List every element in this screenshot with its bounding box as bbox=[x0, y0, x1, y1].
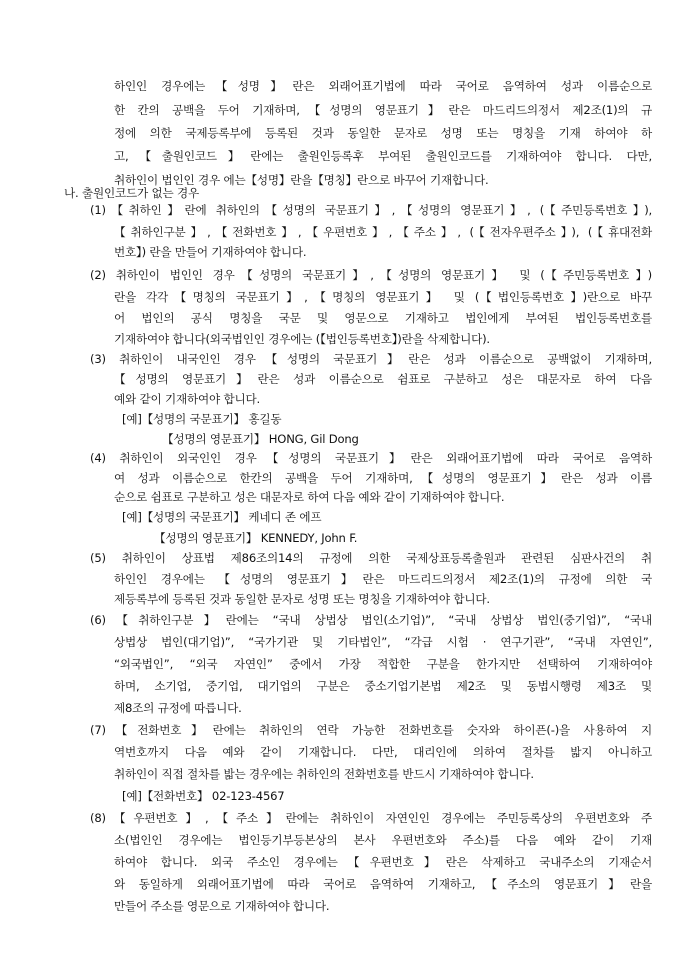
item-7-line-3: 취하인이 직접 절차를 밟는 경우에는 취하인의 전화번호를 반드시 기재하여야 합니다. bbox=[114, 767, 534, 781]
item-5-line-2: 하인인 경우에는 【성명의 영문표기】란은 마드리드의정서 제2조(1)의 규정에 의한 국 bbox=[114, 572, 652, 586]
item-4-line-3: 순으로 쉼표로 구분하고 성은 대문자로 하여 다음 예와 같이 기재하여야 합니다. bbox=[114, 490, 505, 504]
intro-line-3: 정에 의한 국제등록부에 등록된 것과 동일한 문자로 성명 또는 명칭을 기재 하여야 하 bbox=[114, 126, 652, 140]
item-7-line-1: (7)【전화번호】란에는 취하인의 연락 가능한 전화번호를 숫자와 하이픈(-)을 사용하여 지 bbox=[90, 723, 652, 737]
item-7-line-2: 역번호까지 다음 예와 같이 기재합니다. 다만, 대리인에 의하여 절차를 밟지 아니하고 bbox=[114, 745, 652, 759]
item-8-line-1: (8)【우편번호】,【주소】란에는 취하인이 자연인인 경우에는 주민등록상의 우편번호와 주 bbox=[90, 811, 652, 825]
example-4-english: 【성명의 영문표기】 KENNEDY, John F. bbox=[154, 531, 358, 545]
item-5-line-1: (5) 취하인이 상표법 제86조의14의 규정에 의한 국제상표등록출원과 관련된 심판사건의 취 bbox=[90, 551, 652, 565]
item-2-line-2: 란을 각각【명칭의 국문표기】,【명칭의 영문표기】 및 (【법인등록번호】)란으로 바꾸 bbox=[114, 290, 652, 304]
item-3-line-1: (3) 취하인이 내국인인 경우【성명의 국문표기】란은 성과 이름순으로 공백없이 기재하며, bbox=[90, 352, 652, 366]
example-3-korean: [예]【성명의 국문표기】 홍길동 bbox=[122, 412, 282, 426]
item-3-line-2: 【성명의 영문표기】란은 성과 이름순으로 쉼표로 구분하고 성은 대문자로 하여 다음 bbox=[114, 372, 652, 386]
item-1-line-2: 【취하인구분】,【전화번호】,【우편번호】,【주소】, (【전자우편주소】), (【휴대전화 bbox=[114, 225, 652, 239]
item-4-line-1: (4) 취하인이 외국인인 경우【성명의 국문표기】란은 외래어표기법에 따라 국어로 음역하 bbox=[90, 451, 652, 465]
item-2-line-3: 어 법인의 공식 명칭을 국문 및 영문으로 기재하고 법인에게 부여된 법인등록번호를 bbox=[114, 311, 652, 325]
example-4-korean: [예]【성명의 국문표기】 케네디 존 에프 bbox=[122, 510, 322, 524]
item-2-line-4: 기재하여야 합니다(외국법인인 경우에는 (【법인등록번호】)란을 삭제합니다). bbox=[114, 332, 490, 346]
item-6-line-1: (6)【취하인구분】란에는 “국내 상법상 법인(소기업)”, “국내 상법상 법인(중기업)”, “국내 bbox=[90, 613, 652, 627]
item-8-line-2: 소(법인인 경우에는 법인등기부등본상의 본사 우편번호와 주소)를 다음 예와 같이 기재 bbox=[114, 833, 652, 847]
item-2-line-1: (2) 취하인이 법인인 경우【성명의 국문표기】,【성명의 영문표기】 및 (【주민등록번호】) bbox=[90, 268, 652, 282]
item-8-line-4: 와 동일하게 외래어표기법에 따라 국어로 음역하여 기재하고,【주소의 영문표기】란을 bbox=[114, 877, 652, 891]
intro-line-1: 하인인 경우에는【성명】란은 외래어표기법에 따라 국어로 음역하여 성과 이름순으로 bbox=[114, 79, 652, 93]
section-heading: 나. 출원인코드가 없는 경우 bbox=[64, 186, 199, 200]
item-6-line-2: 상법상 법인(대기업)”, “국가기관 및 기타법인”, “각급 시험 · 연구기관”, “국내 자연인”, bbox=[114, 635, 652, 649]
example-7-phone: [예]【전화번호】 02-123-4567 bbox=[122, 789, 285, 803]
intro-line-4: 고,【출원인코드】란에는 출원인등록후 부여된 출원인코드를 기재하여야 합니다. 다만, bbox=[114, 149, 652, 163]
item-8-line-5: 만들어 주소를 영문으로 기재하여야 합니다. bbox=[114, 899, 330, 913]
item-4-line-2: 여 성과 이름순으로 한칸의 공백을 두어 기재하며,【성명의 영문표기】란은 성과 이름 bbox=[114, 471, 652, 485]
item-6-line-5: 제8조의 규정에 따릅니다. bbox=[114, 701, 242, 715]
intro-line-2: 한 칸의 공백을 두어 기재하며,【성명의 영문표기】란은 마드리드의정서 제2조(1)의 규 bbox=[114, 103, 652, 117]
item-8-line-3: 하여야 합니다. 외국 주소인 경우에는【우편번호】란은 삭제하고 국내주소의 기재순서 bbox=[114, 855, 652, 869]
example-3-english: 【성명의 영문표기】 HONG, Gil Dong bbox=[162, 432, 359, 446]
item-5-line-3: 제등록부에 등록된 것과 동일한 문자로 성명 또는 명칭을 기재하여야 합니다. bbox=[114, 592, 490, 606]
item-1-line-1: (1)【취하인】란에 취하인의【성명의 국문표기】,【성명의 영문표기】, (【주민등록번호】), bbox=[90, 203, 652, 217]
item-3-line-3: 예와 같이 기재하여야 합니다. bbox=[114, 392, 260, 406]
item-6-line-4: 하며, 소기업, 중기업, 대기업의 구분은 중소기업기본법 제2조 및 동법시행령 제3조 및 bbox=[114, 679, 652, 693]
item-6-line-3: “외국법인”, “외국 자연인” 중에서 가장 적합한 구분을 한가지만 선택하여 기재하여야 bbox=[114, 657, 652, 671]
item-1-line-3: 번호】) 란을 만들어 기재하여야 합니다. bbox=[114, 245, 307, 259]
intro-line-5: 취하인이 법인인 경우 에는【성명】란을【명칭】란으로 바꾸어 기재합니다. bbox=[114, 173, 489, 187]
